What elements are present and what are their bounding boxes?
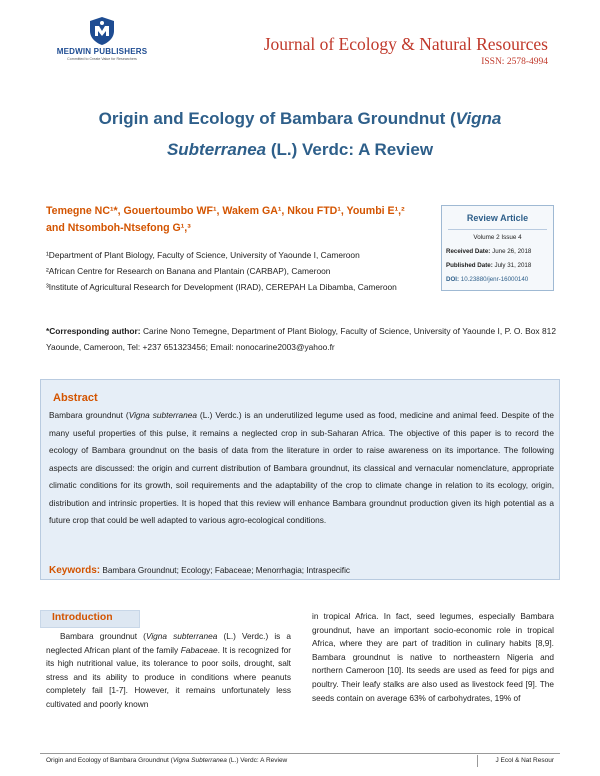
- abstract-text: [49, 407, 554, 530]
- doi-link[interactable]: 10.23880/jenr-16000140: [460, 276, 529, 283]
- journal-name: Journal of Ecology & Natural Resources: [263, 34, 548, 54]
- corresponding-text: Carine Nono Temegne, Department of Plant Biology, Faculty of Science, University of Yaounde I, P. O. Box 812 Yaounde, Cameroon, Tel: +237 651323456; Email: nonocarine2003@yahoo.fr: [46, 326, 556, 352]
- affiliation-1: ¹Department of Plant Biology, Faculty of Science, University of Yaounde I, Cameroon: [46, 250, 360, 260]
- abstract-text-italic: Vigna subterranea: [128, 410, 197, 420]
- footer-separator: [477, 755, 478, 767]
- body-column-right: in tropical Africa. In fact, seed legumes, especially Bambara groundnut, have an important socio-economic role in tropical Africa, where they are part of tradition in culinary habits [8,9]. Bambara groundnut is native to northeastern Nigeria and northern Cameroon [10]. Its seeds are used as feed for pigs and poultry. Their leafy stalks are also used as livestock feed [9]. The seeds contain on average 63% of carbohydrates, 19% of: [312, 611, 554, 703]
- corresponding-label: *Corresponding author:: [46, 326, 141, 336]
- abstract-box: [40, 379, 560, 580]
- volume-issue: Volume 2 Issue 4: [473, 234, 522, 241]
- footer-left-b: (L.) Verdc: A Review: [226, 757, 288, 764]
- article-info-box: [441, 205, 554, 291]
- received-date: [442, 245, 553, 259]
- keywords-label: Keywords:: [49, 565, 101, 576]
- title-part1: Origin and Ecology of Bambara Groundnut (: [98, 109, 456, 128]
- affiliation-2: ²African Centre for Research on Banana and Plantain (CARBAP), Cameroon: [46, 266, 331, 276]
- title-italic1: Vigna: [455, 109, 502, 128]
- article-type: Review Article: [466, 213, 529, 223]
- intro-left-italic2: Fabaceae: [180, 644, 218, 655]
- affiliation-3: ³Institute of Agricultural Research for Development (IRAD), CEREPAH La Dibamba, Cameroon: [46, 282, 397, 292]
- footer-divider: [40, 753, 560, 754]
- corresponding-author: [46, 323, 556, 355]
- author-list: [46, 203, 434, 237]
- keywords: [49, 565, 350, 576]
- publisher-logo: [44, 16, 160, 61]
- received-value: June 26, 2018: [492, 248, 532, 255]
- introduction-heading: Introduction: [52, 612, 113, 623]
- publisher-name: MEDWIN PUBLISHERS: [56, 47, 148, 56]
- medwin-shield-icon: [89, 16, 115, 46]
- intro-left-a: Bambara groundnut (: [60, 631, 146, 641]
- keywords-value: Bambara Groundnut; Ecology; Fabaceae; Menorrhagia; Intraspecific: [100, 566, 350, 575]
- footer-journal-abbrev: J Ecol & Nat Resour: [495, 757, 554, 764]
- affiliations: [46, 247, 434, 295]
- title-italic2: Subterranea: [166, 140, 267, 159]
- article-title: [40, 103, 560, 165]
- footer-left-a: Origin and Ecology of Bambara Groundnut (: [46, 757, 173, 764]
- abstract-text-b: (L.) Verdc.) is an underutilized legume used as food, medicine and animal feed. Despite of the many useful properties of this pulse, it remains a neglected crop in sub-Saharan Africa. The objective of this paper is to record the ecology of Bambara groundnut on the basis of data from the literature in order to raise awareness on its importance. The following aspects are discussed: the origin and current distribution of Bambara groundnut, its classical and vernacular nomenclature, appropriate climatic conditions for its growth, soil requirements and the adaptability of the crop to climate change in relation to its ecology, origin, distribution and intrinsic properties. It is hoped that this review will enhance Bambara groundnut production given its high potential as a future crop that could be well adapted to various agro-ecological conditions.: [49, 410, 554, 525]
- intro-left-c: . It is recognized for its high nutritional value, its tolerance to poor soils, drought, salt stress and its ability to produce in conditions where peanuts completely fail [1-7]. However, it remains unfortunately less cultivated and poorly known: [46, 644, 291, 709]
- doi: [442, 273, 553, 287]
- published-date: [442, 259, 553, 273]
- intro-left-b: (L.) Verdc.) is a neglected African plant of the family: [46, 631, 291, 655]
- title-part2: (L.) Verdc: A Review: [266, 140, 434, 159]
- published-label: Published Date:: [446, 262, 493, 269]
- publisher-tagline: Committed to Create Value for Researchers: [67, 57, 137, 61]
- footer-left-italic: Vigna Subterranea: [172, 757, 227, 764]
- received-label: Received Date:: [446, 248, 491, 255]
- published-value: July 31, 2018: [494, 262, 532, 269]
- intro-paragraph-left: [46, 630, 291, 712]
- intro-left-italic1: Vigna subterranea: [145, 631, 218, 641]
- doi-label: DOI:: [446, 276, 460, 283]
- authors-line1: Temegne NC¹*, Gouertoumbo WF¹, Wakem GA¹, Nkou FTD¹, Youmbi E¹,²: [46, 205, 405, 217]
- abstract-text-a: Bambara groundnut (: [49, 410, 129, 420]
- footer-running-title: [46, 757, 287, 764]
- journal-issn: ISSN: 2578-4994: [481, 57, 548, 67]
- authors-line2: and Ntsomboh-Ntsefong G¹,³: [46, 222, 191, 234]
- body-column-left: [46, 630, 291, 712]
- divider: [448, 229, 547, 230]
- abstract-heading: Abstract: [53, 392, 98, 404]
